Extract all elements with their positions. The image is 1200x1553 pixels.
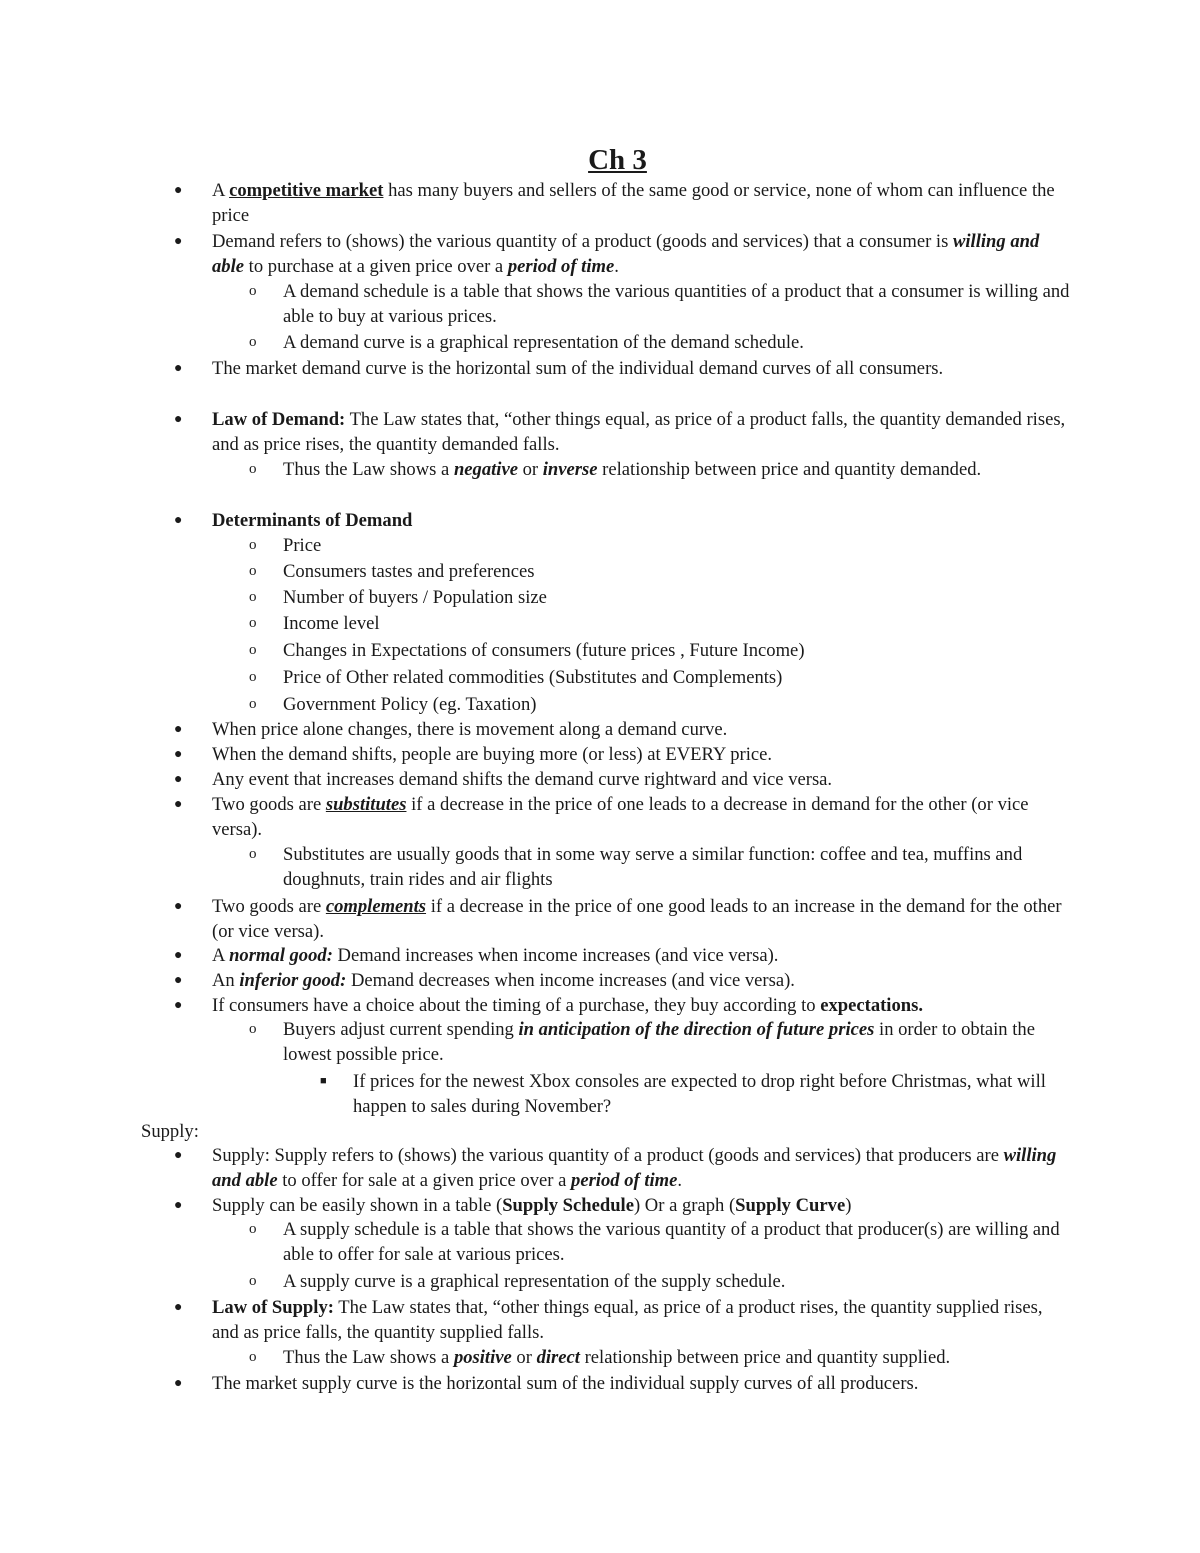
circle-bullet-icon: o <box>249 642 257 658</box>
circle-bullet-icon: o <box>249 696 257 712</box>
page-title: Ch 3 <box>588 144 647 176</box>
list-item: ● A competitive market has many buyers and sellers of the same good or service, none of whom can influence the price <box>174 180 1055 226</box>
list-item: o A supply schedule is a table that shows the various quantity of a product that producer(s) are willing and able to offer for sale at various prices. <box>249 1219 1060 1265</box>
list-item: o A demand schedule is a table that shows the various quantities of a product that a consumer is willing and able to buy at various prices. <box>249 281 1070 327</box>
circle-bullet-icon: o <box>249 334 257 350</box>
square-bullet-icon: ■ <box>320 1075 327 1087</box>
bullet-icon: ● <box>174 797 183 812</box>
circle-bullet-icon: o <box>249 669 257 685</box>
bullet-icon: ● <box>174 1376 183 1391</box>
list-item: o Substitutes are usually goods that in some way serve a similar function: coffee and tea, muffins and doughnuts, train rides and air flights <box>249 844 1023 890</box>
circle-bullet-icon: o <box>249 846 257 862</box>
bullet-icon: ● <box>174 1198 183 1213</box>
list-item: ● Supply can be easily shown in a table (Supply Schedule) Or a graph (Supply Curve) <box>174 1195 852 1216</box>
list-item: o A supply curve is a graphical representation of the supply schedule. <box>249 1271 786 1292</box>
list-item: o A demand curve is a graphical representation of the demand schedule. <box>249 332 804 353</box>
list-item: ● Two goods are complements if a decrease in the price of one good leads to an increase in the demand for the other (or vice versa). <box>174 896 1062 942</box>
list-item: o Consumers tastes and preferences <box>249 561 535 582</box>
list-item: o Price of Other related commodities (Substitutes and Complements) <box>249 667 783 688</box>
supply-section-label: Supply: <box>141 1121 199 1142</box>
bullet-icon: ● <box>174 513 183 528</box>
list-item: ● The market supply curve is the horizontal sum of the individual supply curves of all producers. <box>174 1373 919 1394</box>
bullet-icon: ● <box>174 899 183 914</box>
list-item: ● When price alone changes, there is movement along a demand curve. <box>174 719 728 740</box>
bullet-icon: ● <box>174 234 183 249</box>
circle-bullet-icon: o <box>249 1273 257 1289</box>
circle-bullet-icon: o <box>249 589 257 605</box>
list-item: o Thus the Law shows a negative or inverse relationship between price and quantity demanded. <box>249 459 982 480</box>
bullet-icon: ● <box>174 722 183 737</box>
list-item: ● Demand refers to (shows) the various quantity of a product (goods and services) that a consumer is willing and able to purchase at a given price over a period of time. <box>174 231 1040 277</box>
list-item: o Government Policy (eg. Taxation) <box>249 694 537 715</box>
list-item: ● The market demand curve is the horizontal sum of the individual demand curves of all consumers. <box>174 358 944 379</box>
list-item: ● An inferior good: Demand decreases when income increases (and vice versa). <box>174 970 795 991</box>
list-item: ● Law of Demand: The Law states that, “other things equal, as price of a product falls, the quantity demanded rises, and as price rises, the quantity demanded falls. <box>174 409 1066 455</box>
list-item: o Thus the Law shows a positive or direct relationship between price and quantity supplied. <box>249 1347 951 1368</box>
circle-bullet-icon: o <box>249 1349 257 1365</box>
list-item: o Number of buyers / Population size <box>249 587 547 608</box>
bullet-icon: ● <box>174 772 183 787</box>
list-item: o Income level <box>249 613 380 634</box>
bullet-icon: ● <box>174 747 183 762</box>
list-item: ● A normal good: Demand increases when income increases (and vice versa). <box>174 945 779 966</box>
circle-bullet-icon: o <box>249 461 257 477</box>
bullet-icon: ● <box>174 948 183 963</box>
list-item: ● Supply: Supply refers to (shows) the various quantity of a product (goods and services) that producers are willing and able to offer for sale at a given price over a period of time. <box>174 1145 1057 1191</box>
list-item: o Changes in Expectations of consumers (future prices , Future Income) <box>249 640 805 661</box>
circle-bullet-icon: o <box>249 615 257 631</box>
bullet-icon: ● <box>174 361 183 376</box>
bullet-icon: ● <box>174 183 183 198</box>
list-item: o Price <box>249 535 322 556</box>
list-item: ● When the demand shifts, people are buying more (or less) at EVERY price. <box>174 744 773 765</box>
circle-bullet-icon: o <box>249 283 257 299</box>
list-item: o Buyers adjust current spending in anticipation of the direction of future prices in order to obtain the lowest possible price. <box>249 1019 1035 1065</box>
list-item: ● Two goods are substitutes if a decrease in the price of one leads to a decrease in demand for the other (or vice versa). <box>174 794 1029 840</box>
list-item: ● Determinants of Demand <box>174 510 413 531</box>
list-item: ● Law of Supply: The Law states that, “other things equal, as price of a product rises, the quantity supplied rises, and as price falls, the quantity supplied falls. <box>174 1297 1043 1343</box>
bullet-icon: ● <box>174 412 183 427</box>
bullet-icon: ● <box>174 1148 183 1163</box>
bullet-icon: ● <box>174 1300 183 1315</box>
bullet-icon: ● <box>174 973 183 988</box>
list-item: ■ If prices for the newest Xbox consoles are expected to drop right before Christmas, what will happen to sales during November? <box>320 1071 1046 1117</box>
list-item: ● If consumers have a choice about the timing of a purchase, they buy according to expectations. <box>174 995 923 1016</box>
circle-bullet-icon: o <box>249 1221 257 1237</box>
list-item: ● Any event that increases demand shifts the demand curve rightward and vice versa. <box>174 769 833 790</box>
circle-bullet-icon: o <box>249 1021 257 1037</box>
circle-bullet-icon: o <box>249 563 257 579</box>
circle-bullet-icon: o <box>249 537 257 553</box>
bullet-icon: ● <box>174 998 183 1013</box>
